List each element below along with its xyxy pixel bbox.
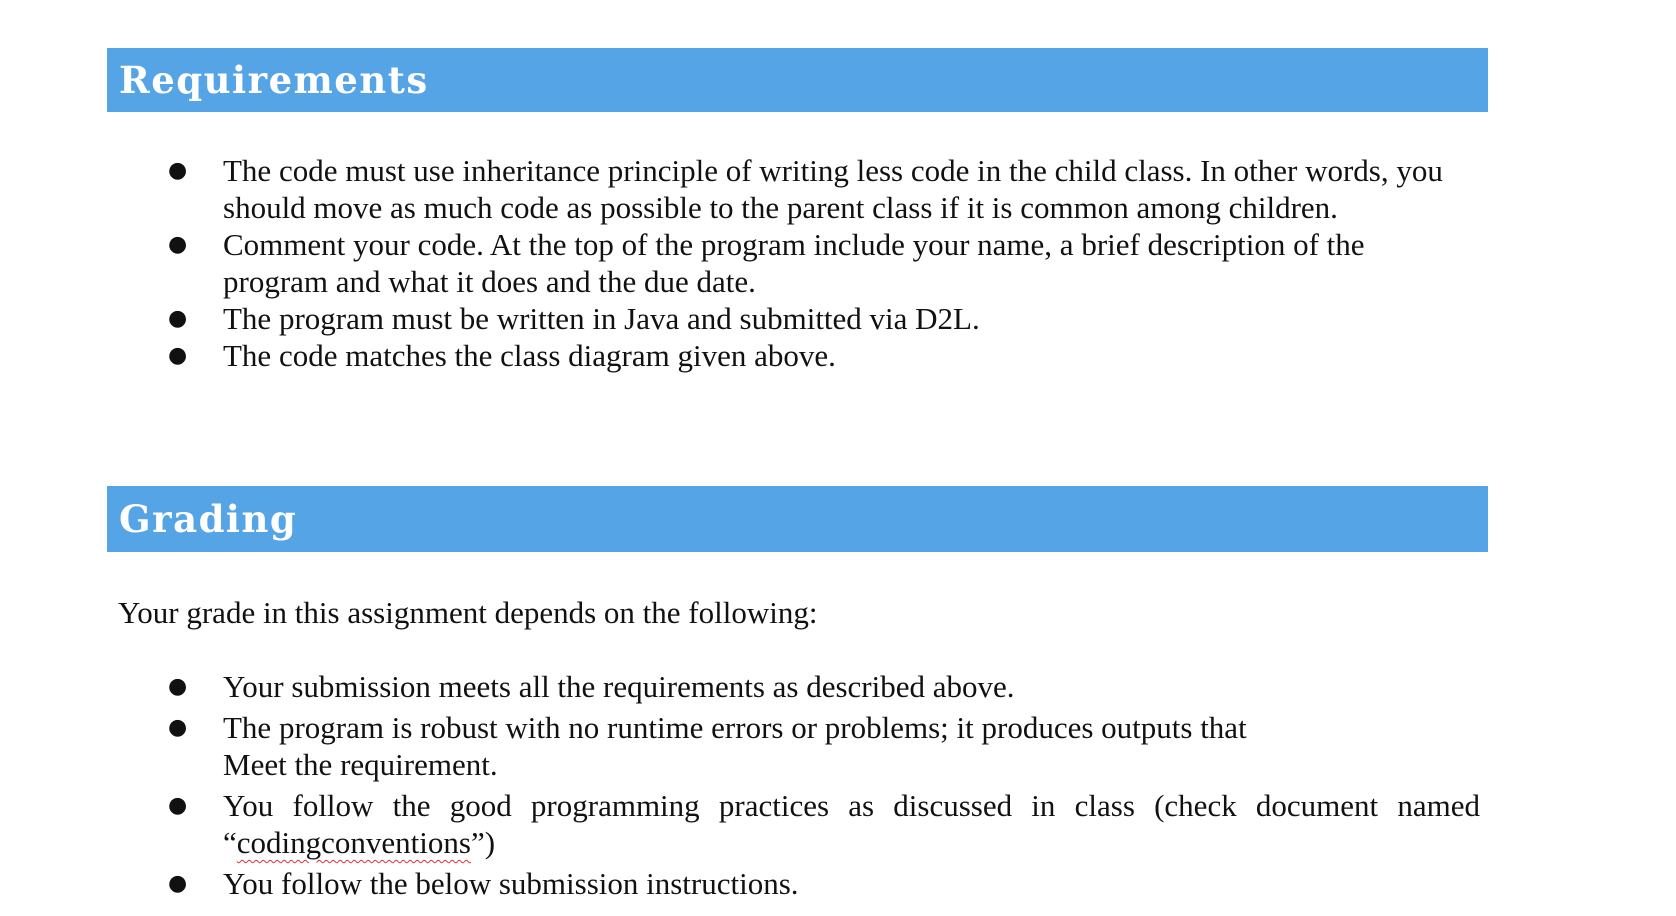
bullet-icon: ● (168, 232, 188, 257)
grading-heading-text: Grading (119, 497, 298, 541)
grading-list (0, 668, 1480, 906)
bullet-icon: ● (168, 158, 188, 183)
grading-text: You follow the good programming practices as discussed in class (check document named (223, 788, 1480, 823)
list-item (0, 865, 1480, 902)
requirement-text: The code must use inheritance principle of writing less code in the child class. In other words, you should move as much code as possible to the parent class if it is common among children. (223, 153, 1443, 225)
list-item (0, 668, 1480, 705)
list-item (0, 337, 1470, 374)
grading-text: You follow the below submission instructions. (223, 866, 799, 901)
requirement-text: The code matches the class diagram given above. (223, 338, 836, 373)
bullet-icon: ● (168, 306, 188, 331)
list-item (0, 709, 1480, 783)
requirement-text: The program must be written in Java and submitted via D2L. (223, 301, 980, 336)
bullet-icon: ● (168, 871, 188, 896)
grading-intro: Your grade in this assignment depends on the following: (118, 595, 818, 630)
list-item (0, 300, 1470, 337)
grading-text: The program is robust with no runtime errors or problems; it produces outputs that (223, 710, 1247, 745)
list-item (0, 226, 1470, 300)
bullet-icon: ● (168, 343, 188, 368)
grading-text: Your submission meets all the requirements as described above. (223, 669, 1015, 704)
bullet-icon: ● (168, 715, 188, 740)
requirements-list (0, 152, 1470, 374)
grading-text-continued: Meet the requirement. (223, 747, 498, 782)
requirements-heading (107, 48, 1488, 112)
list-item (0, 787, 1480, 861)
requirements-heading-text: Requirements (119, 58, 429, 102)
open-quote: “ (223, 825, 237, 860)
requirement-text: Comment your code. At the top of the program include your name, a brief description of the program and what it does and the due date. (223, 227, 1365, 299)
list-item (0, 152, 1470, 226)
bullet-icon: ● (168, 674, 188, 699)
grading-heading (107, 486, 1488, 552)
bullet-icon: ● (168, 793, 188, 818)
spellcheck-underlined-word: codingconventions (236, 825, 471, 860)
close-quote: ”) (470, 825, 496, 860)
